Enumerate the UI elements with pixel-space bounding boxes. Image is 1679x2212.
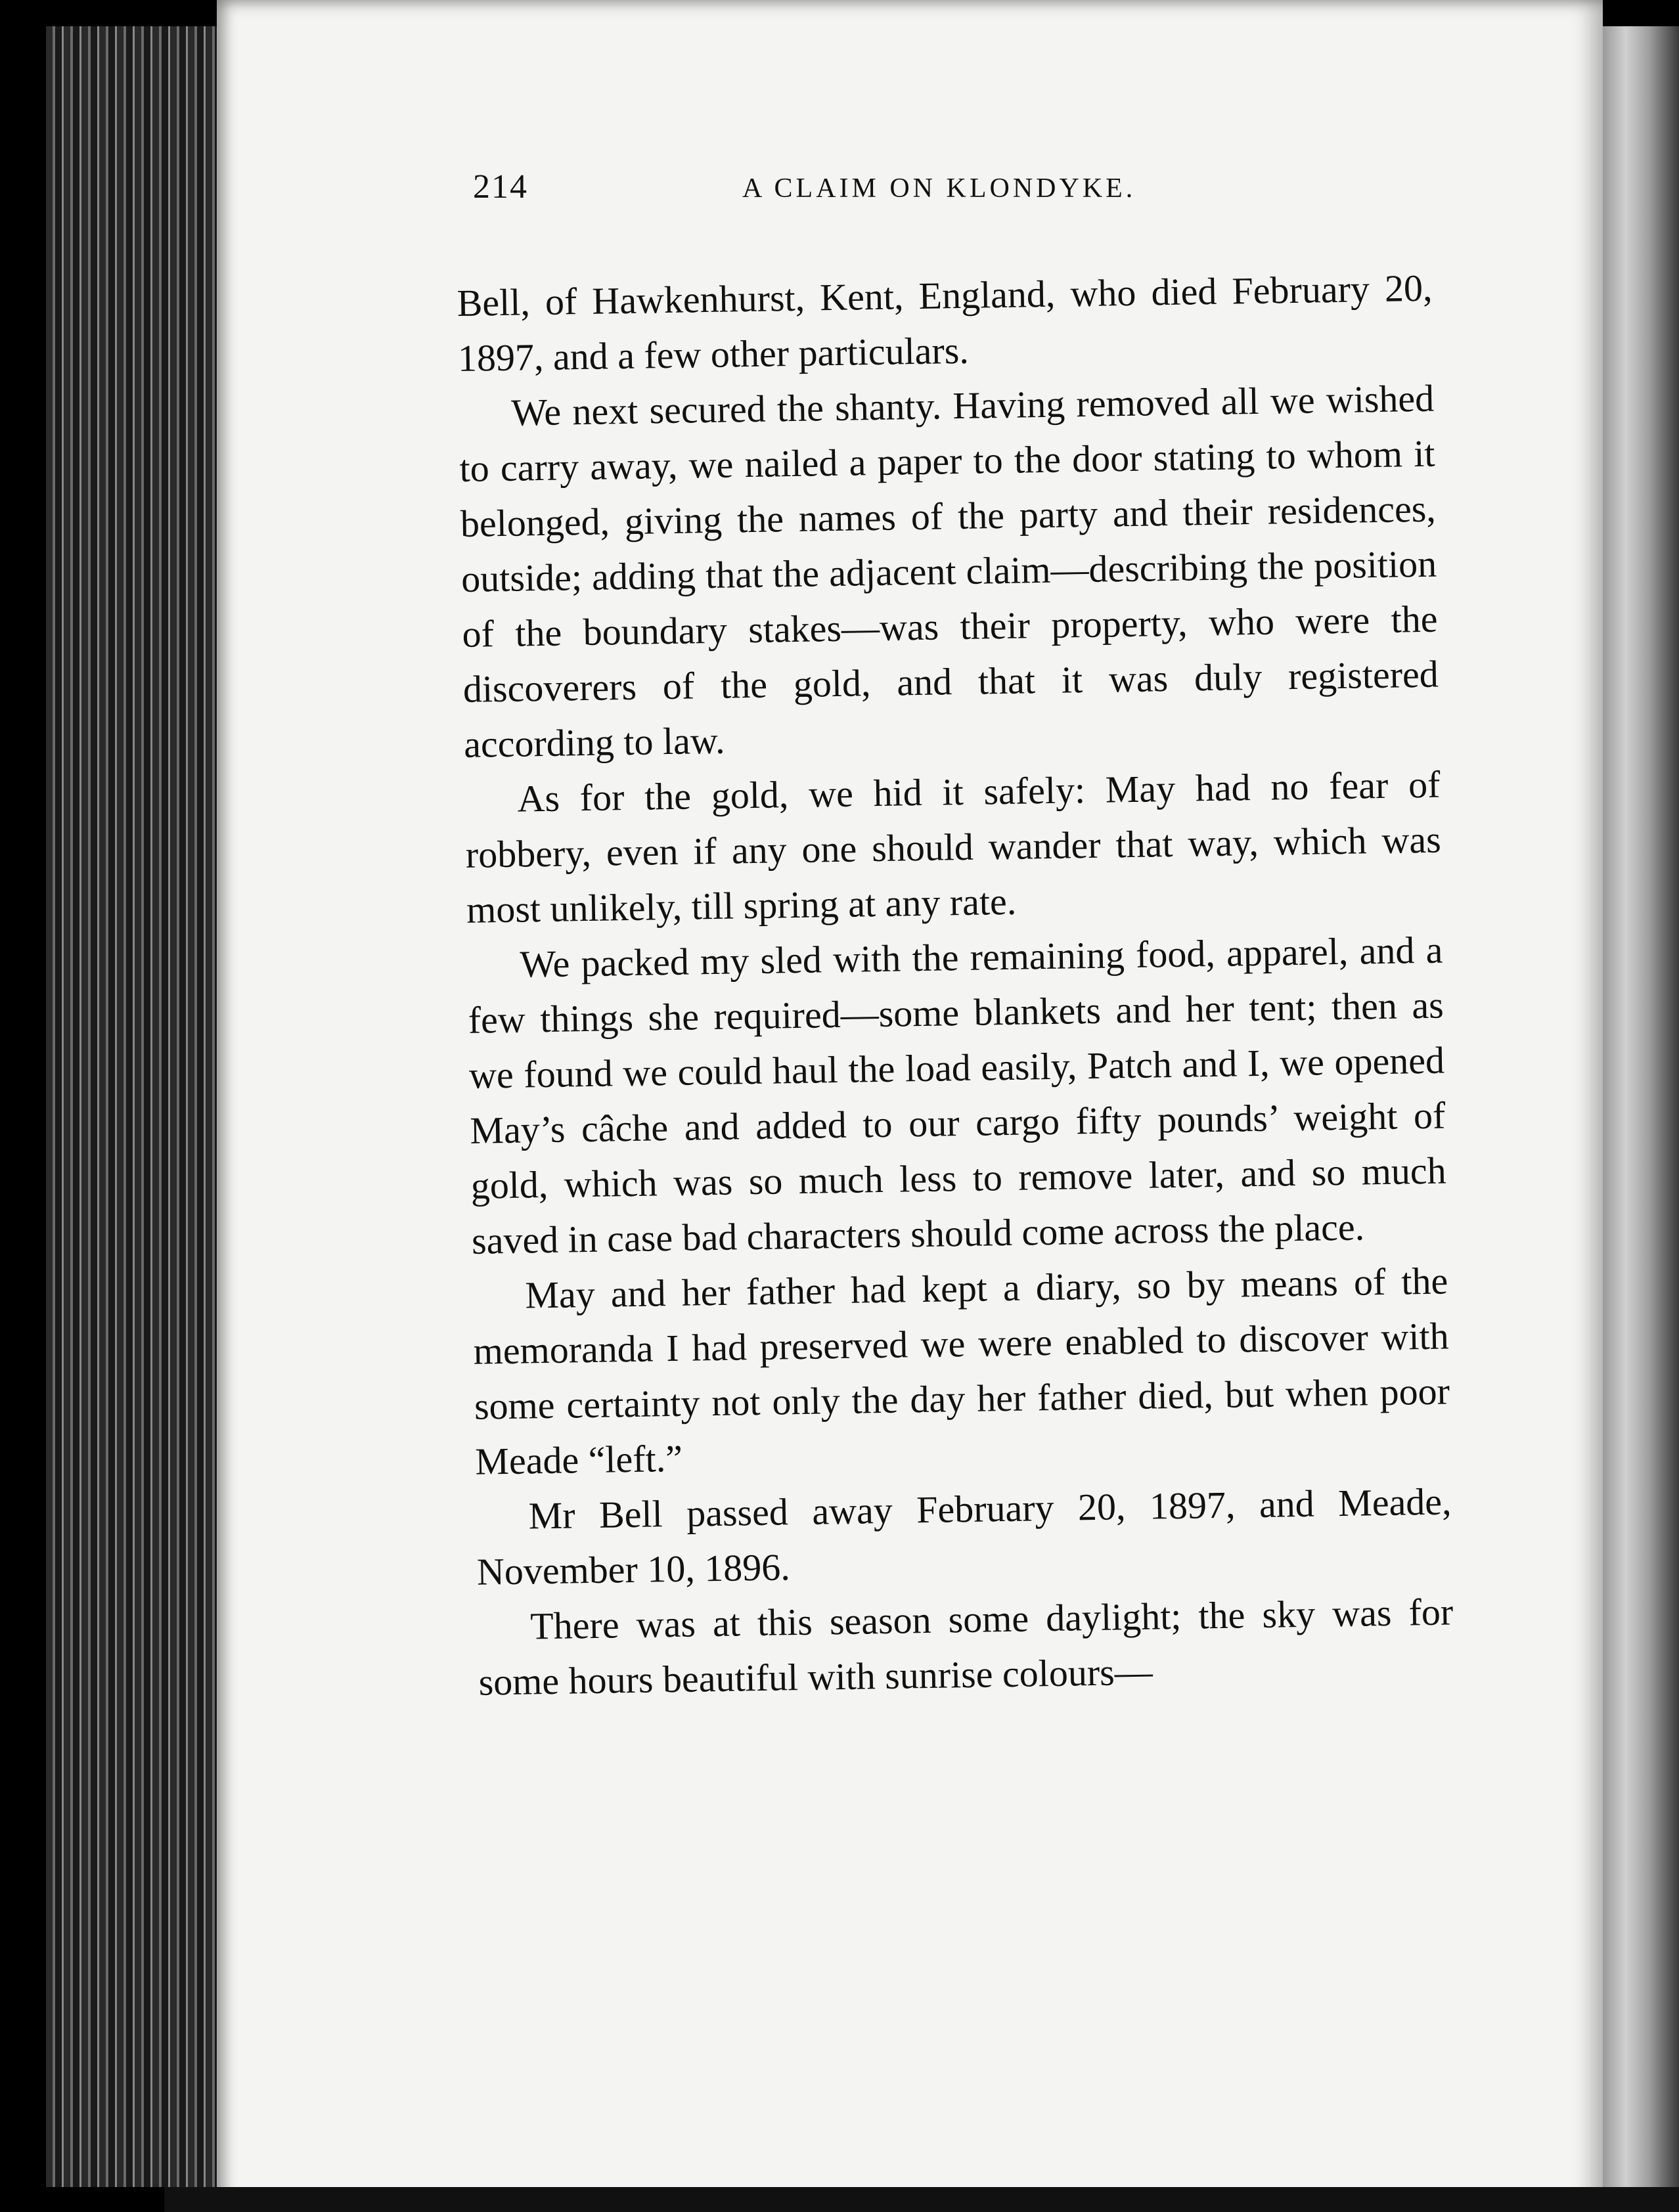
scan-bottom-edge [164,2187,1679,2212]
paragraph: As for the gold, we hid it safely: May had no fear of robbery, even if any one should wander that way, which was most unlikely, till spring at any rate. [465,763,1442,931]
book-page-edges [46,26,217,2187]
paragraph: May and her father had kept a diary, so by means of the memoranda I had preserved we were enabled to discover with some certainty not only the day her father died, but when poor Meade “left.” [473,1259,1450,1483]
paragraph: There was at this season some daylight; the sky was for some hours beautiful with sunrise colours— [478,1590,1454,1704]
paragraph: We next secured the shanty. Having removed all we wished to carry away, we nailed a paper to the door stating to whom it belonged, giving the names of the party and their residences, outside; adding that the adjacent claim—describing the position of the boundary stakes—was their property, who were the discoverers of the gold, and that it was duly registered according to law. [459,376,1439,766]
running-header [473,167,1603,220]
running-title: A CLAIM ON KLONDYKE. [742,173,1136,204]
paragraph: We packed my sled with the remaining food, apparel, and a few things she required—some blankets and her tent; then as we found we could haul the load easily, Patch and I, we opened May’s câche and added to our cargo fifty pounds’ weight of gold, which was so much less to remove later, and so much saved in case bad characters should come across the place. [468,928,1447,1262]
body-text [457,261,1454,1710]
paragraph: Bell, of Hawkenhurst, Kent, England, who died February 20, 1897, and a few other particulars. [457,266,1433,380]
page-number: 214 [473,168,528,206]
paragraph: Mr Bell passed away February 20, 1897, and Meade, November 10, 1896. [476,1480,1452,1593]
facing-page-edge [1603,26,1679,2194]
